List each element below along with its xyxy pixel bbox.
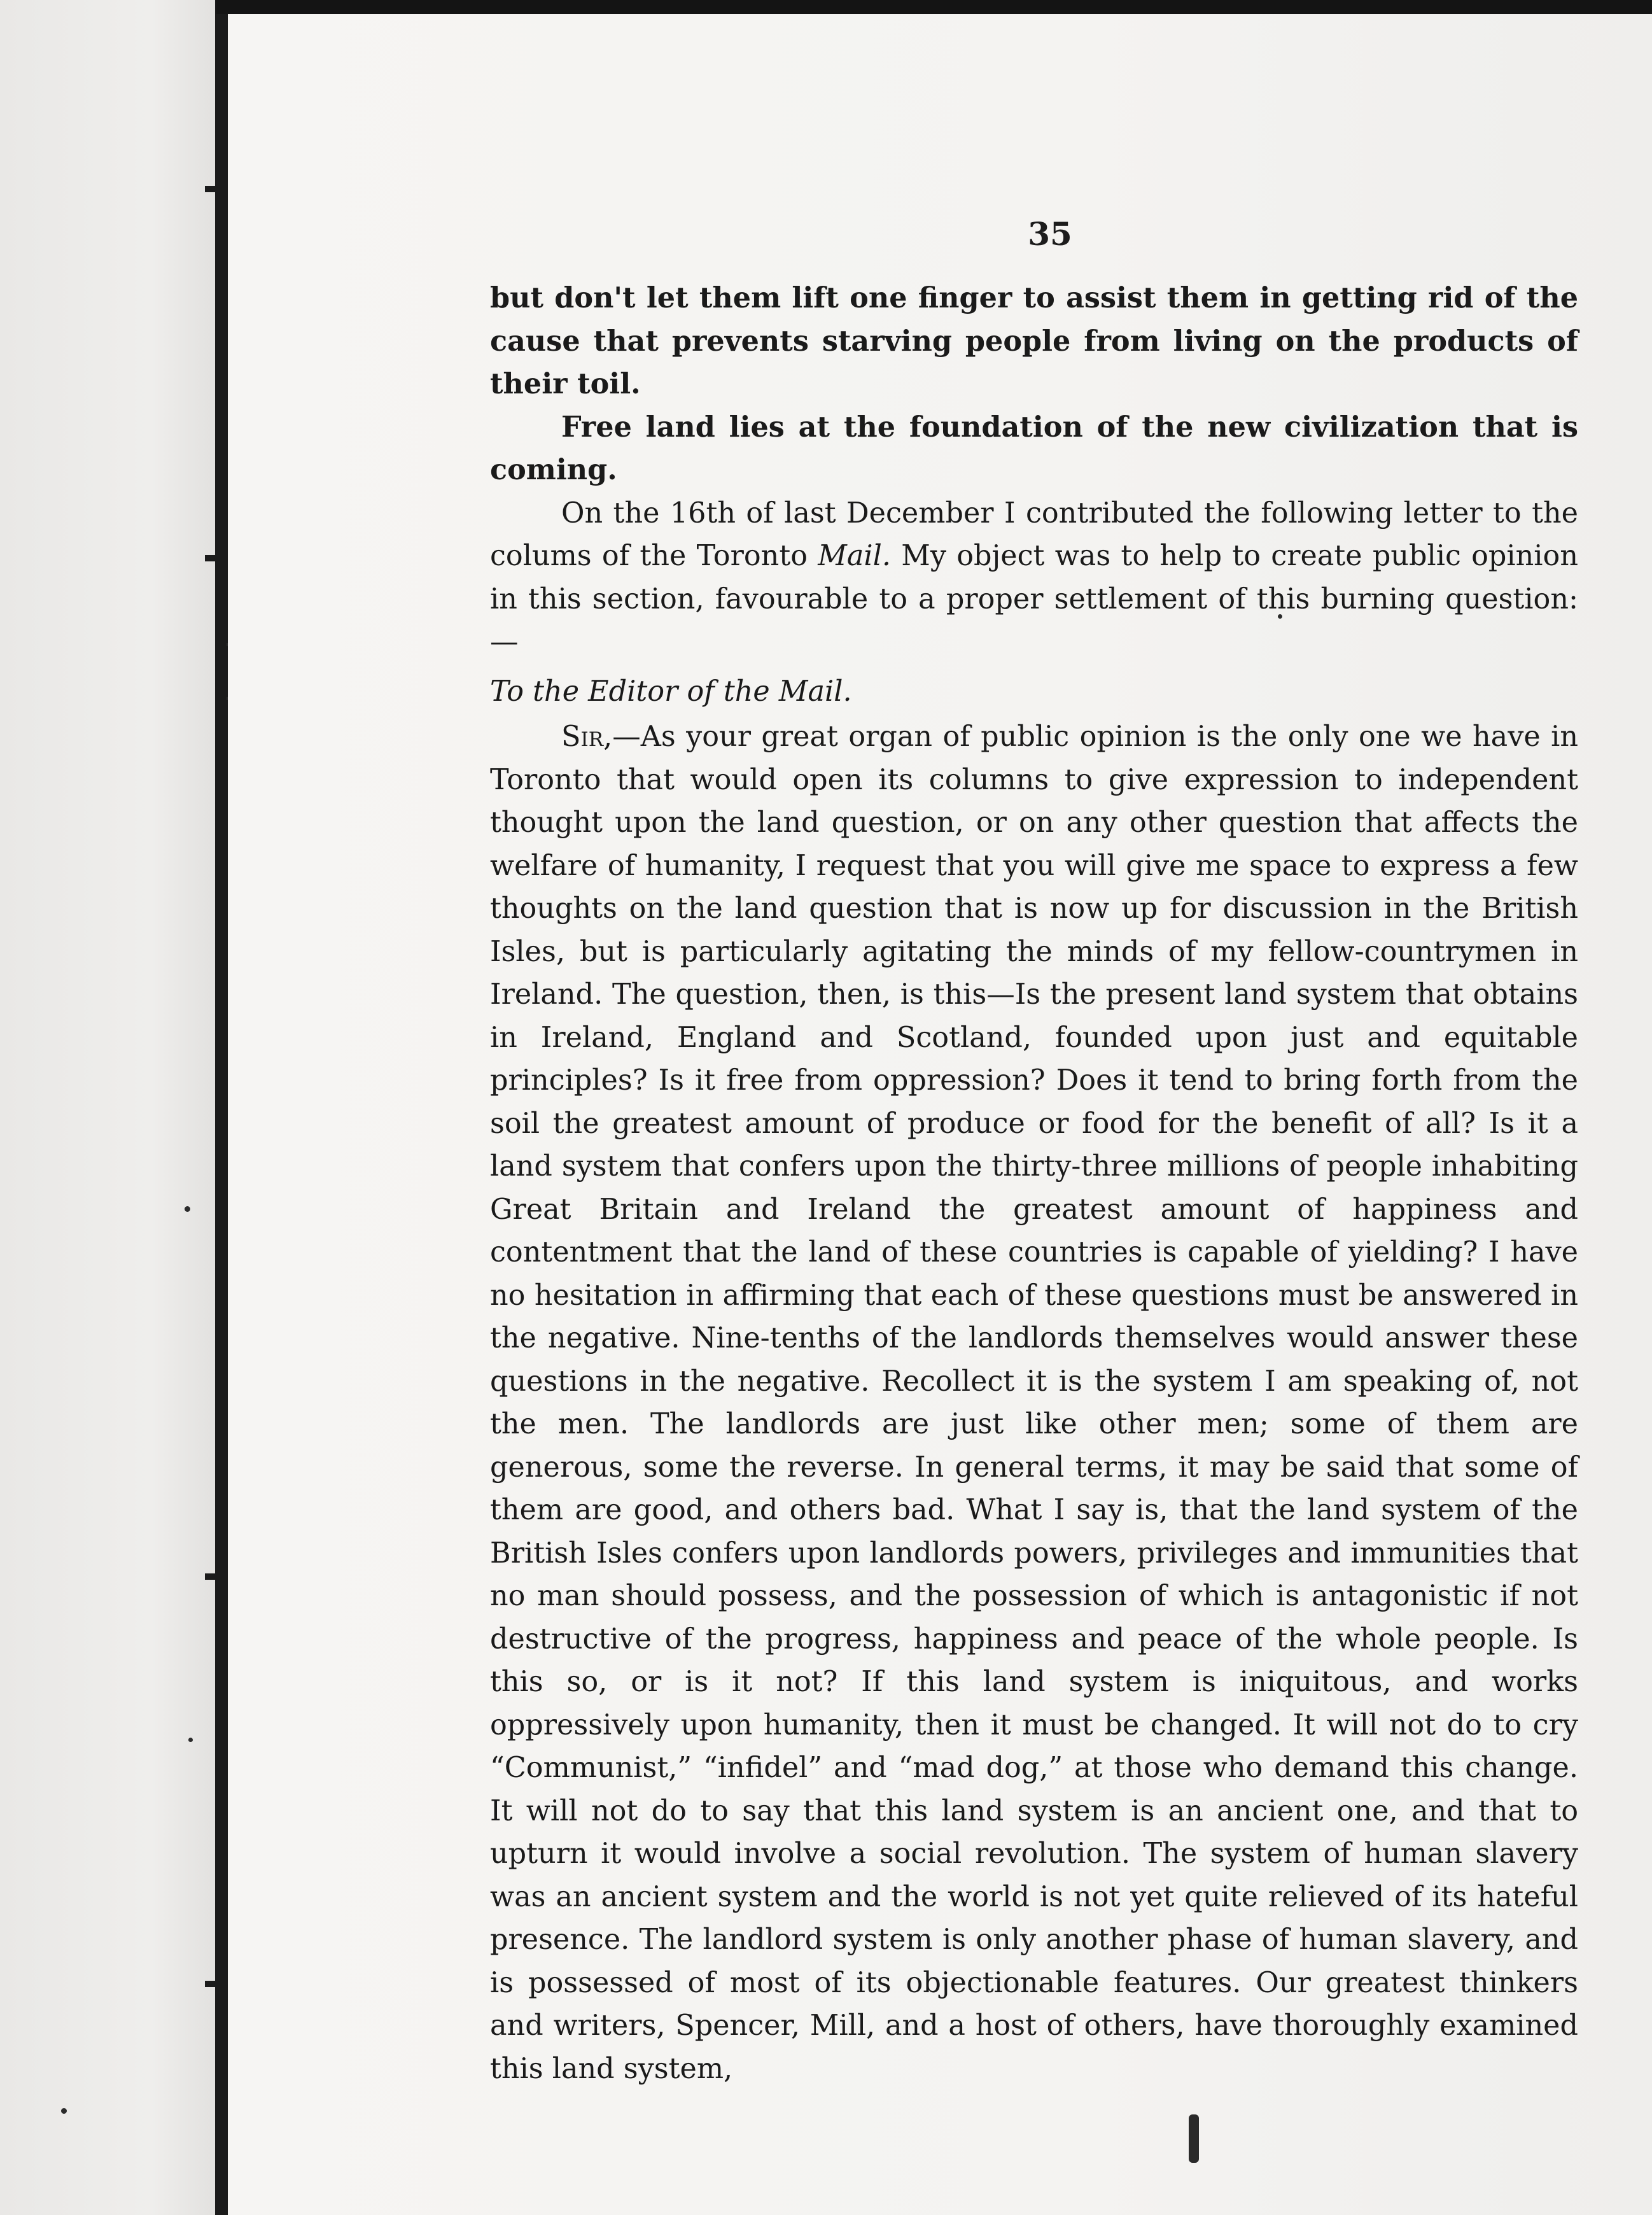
newspaper-name: Mail. [818, 540, 891, 572]
binding-edge [215, 0, 228, 2215]
intro-paragraph [490, 492, 1578, 664]
facing-page-margin [0, 0, 216, 2215]
page-number: 35 [1028, 215, 1072, 253]
intro-text: On the 16th of last December I contributed the following letter to the colums of the Toronto [490, 496, 1578, 572]
speck [61, 2108, 67, 2114]
speck [188, 1738, 193, 1742]
top-edge [216, 0, 1652, 14]
letter-opening: Sir, [561, 721, 613, 753]
ink-mark [1189, 2114, 1199, 2163]
free-land-paragraph: Free land lies at the foundation of the new civilization that is coming. [490, 410, 1578, 486]
salutation: To the Editor of the Mail. [490, 675, 852, 708]
speck [185, 1206, 190, 1212]
letter-body: —As your great organ of public opinion is the only one we have in Toronto that would open its columns to give expression to independent thought upon the land question, or on any other question that affects the welfare of humanity, I request that you will give me space to express a few thoughts on the land question that is now up for discussion in the British Isles, but is particularly agitating the minds of my fellow-countrymen in Ireland. The question, then, is this—Is the present land system that obtains in Ireland, England and Scotland, founded upon just and equitable principles? Is it free from oppression? Does it tend to bring forth from the soil the greatest amount of produce or food for the benefit of all? Is it a land system that confers upon the thirty-three millions of people inhabiting Great Britain and Ireland the greatest amount of happiness and contentment that the land of these countries is capable of yielding? I have no hesitation in affirming that each of these questions must be answered in the negative. Nine-tenths of the landlords themselves would answer these questions in the negative. Recollect it is the system I am speaking of, not the men. The landlords are just like other men; some of them are generous, some the reverse. In general terms, it may be said that some of them are good, and others bad. What I say is, that the land system of the British Isles confers upon landlords powers, privileges and immunities that no man should possess, and the possession of which is antagonistic if not destructive of the progress, happiness and peace of the whole people. Is this so, or is it not? If this land system is iniquitous, and works oppressively upon humanity, then it must be changed. It will not do to cry “Communist,” “infidel” and “mad dog,” at those who demand this change. It will not do to say that this land system is an ancient one, and that to upturn it would involve a social revolution. The system of human slavery was an ancient system and the world is not yet quite relieved of its hateful presence. The landlord system is only another phase of human slavery, and is possessed of most of its objectionable features. Our greatest thinkers and writers, Spencer, Mill, and a host of others, have thoroughly examined this land system, [490, 721, 1578, 2085]
page-text [490, 277, 1578, 2090]
continuation-paragraph: but don't let them lift one finger to assist them in getting rid of the cause that prevents starving people from living on the products of their toil. [490, 281, 1578, 400]
letter-paragraph [490, 715, 1578, 2090]
intro-text-end: My object was to help to create public opinion in this section, favourable to a proper settlement of this burning question:— [490, 540, 1578, 658]
